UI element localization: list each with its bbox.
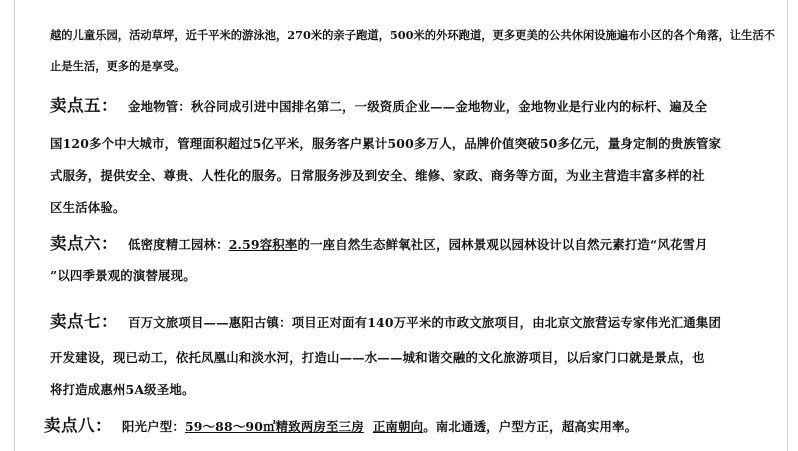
point5-line-4: 区生活体验。 (50, 200, 126, 215)
intro-line-2: 止是生活，更多的是享受。 (50, 59, 186, 73)
point5-line-2: 国120多个中大城市，管理面积超过5亿平米，服务客户累计500多万人，品牌价值突破50多亿元，量身定制的贵族管家 (50, 136, 722, 151)
point6-underlined: 2.59容积率 (228, 237, 298, 252)
point7-heading: 卖点七： (50, 312, 118, 331)
point7-line-2: 开发建设，现已动工，依托凤凰山和淡水河，打造山——水——城和谐交融的文化旅游项目，以后家门口就是景点，也 (50, 350, 705, 365)
point7-label: 百万文旅项目——惠阳古镇： (128, 315, 292, 330)
point5-heading: 卖点五： (50, 96, 118, 115)
point6-line-2: ”以四季景观的演替展现。 (50, 268, 196, 283)
point7-line-1 (50, 308, 786, 332)
point7-line-3: 将打造成惠州5A级圣地。 (50, 382, 195, 397)
intro-line-1: 越的儿童乐园，活动草坪，近千平米的游泳池，270米的亲子跑道，500米的外环跑道，更多更美的公共休闲设施遍布小区的各个角落，让生活不 (50, 28, 775, 42)
point5-line-3: 式服务，提供安全、尊贵、人性化的服务。日常服务涉及到安全、维修、家政、商务等方面，为业主营造丰富多样的社 (50, 168, 705, 183)
point8-underlined-2: 正南朝向 (372, 419, 424, 434)
point8-heading: 卖点八： (44, 416, 112, 435)
point5-line-1 (50, 92, 786, 116)
page-right-edge (787, 0, 788, 451)
point6-text-1: 的一座自然生态鲜氧社区，园林景观以园林设计以自然元素打造“风花雪月 (297, 237, 708, 252)
point8-underlined-1: 59～88～90㎡精致两房至三房 (184, 419, 364, 434)
point6-heading: 卖点六： (50, 234, 118, 253)
point5-label: 金地物管： (128, 99, 191, 114)
page-left-edge (14, 0, 15, 451)
point6-line-1 (50, 230, 786, 254)
point8-line-1 (44, 412, 786, 436)
point8-label: 阳光户型： (122, 419, 185, 434)
point7-text-1: 项目正对面有140万平米的市政文旅项目，由北京文旅营运专家伟光汇通集团 (291, 315, 722, 330)
point6-label: 低密度精工园林： (128, 237, 229, 252)
point5-text-1: 秋谷同成引进中国排名第二，一级资质企业——金地物业，金地物业是行业内的标杆、遍及全 (190, 99, 708, 114)
point8-text: 。南北通透，户型方正，超高实用率。 (423, 419, 638, 434)
